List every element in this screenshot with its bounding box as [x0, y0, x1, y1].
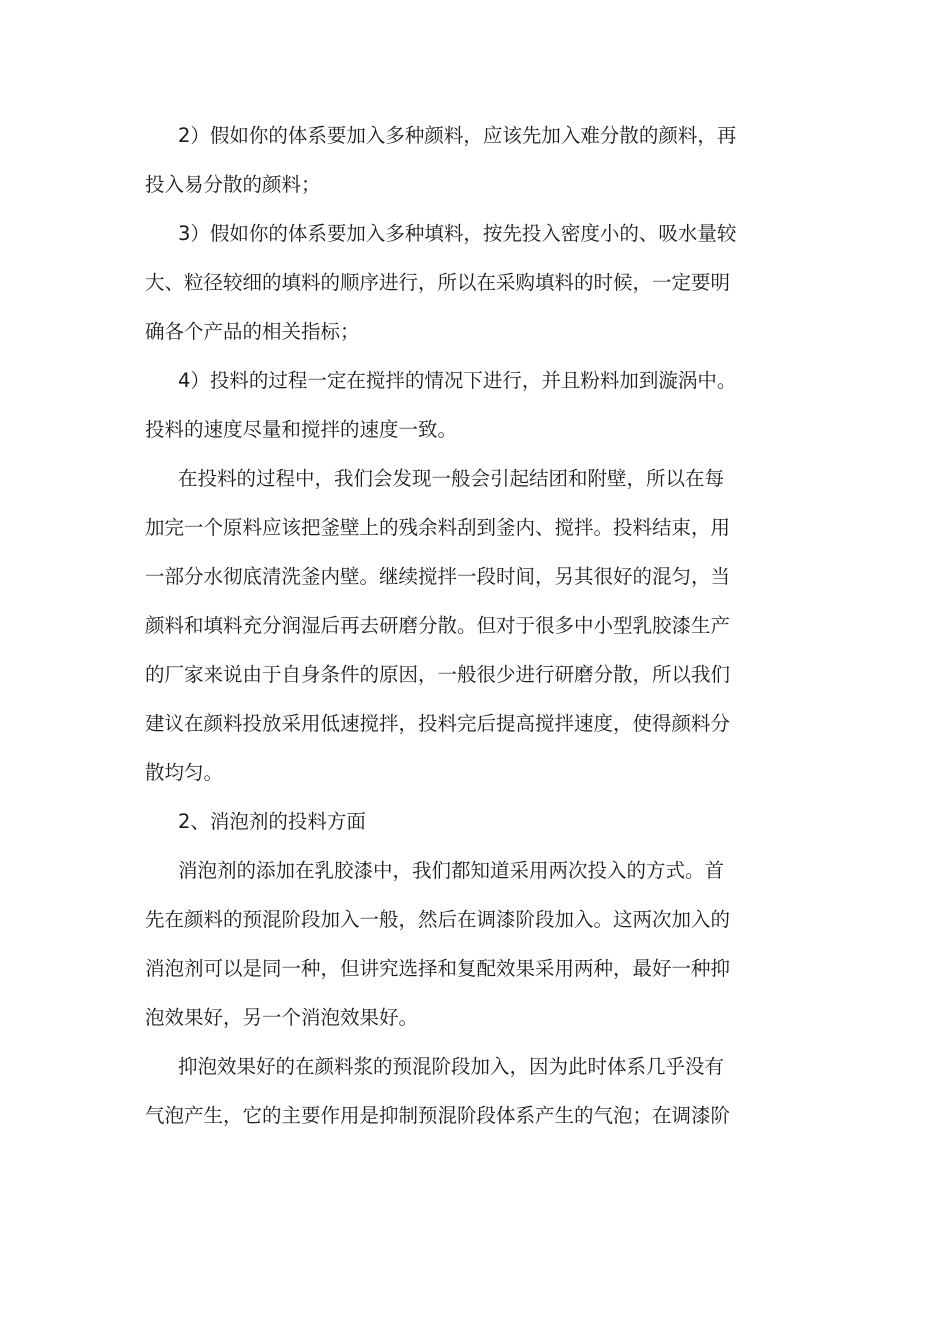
document-body: [145, 111, 807, 1140]
text-line: 消泡剂的添加在乳胶漆中，我们都知道采用两次投入的方式。首: [178, 859, 725, 882]
text-line: 气泡产生，它的主要作用是抑制预混阶段体系产生的气泡；在调漆阶: [145, 1104, 731, 1127]
text-line: 2）假如你的体系要加入多种颜料，应该先加入难分散的颜料，再: [178, 124, 737, 147]
text-line: 泡效果好，另一个消泡效果好。: [145, 1006, 419, 1029]
text-line: 先在颜料的预混阶段加入一般，然后在调漆阶段加入。这两次加入的: [145, 908, 731, 931]
text-line: 散均匀。: [145, 761, 224, 784]
text-line: 建议在颜料投放采用低速搅拌，投料完后提高搅拌速度，使得颜料分: [145, 712, 731, 735]
text-line: 一部分水彻底清洗釜内壁。继续搅拌一段时间，另其很好的混匀，当: [145, 565, 731, 588]
text-line: 大、粒径较细的填料的顺序进行，所以在采购填料的时候，一定要明: [145, 271, 731, 294]
text-line: 3）假如你的体系要加入多种填料，按先投入密度小的、吸水量较: [178, 222, 737, 245]
text-line: 颜料和填料充分润湿后再去研磨分散。但对于很多中小型乳胶漆生产: [145, 614, 731, 637]
text-line: 消泡剂可以是同一种，但讲究选择和复配效果采用两种，最好一种抑: [145, 957, 731, 980]
text-line: 4）投料的过程一定在搅拌的情况下进行，并且粉料加到漩涡中。: [178, 369, 737, 392]
text-line: 2、消泡剂的投料方面: [178, 810, 366, 833]
text-line: 确各个产品的相关指标；: [145, 320, 360, 343]
text-line: 投入易分散的颜料；: [145, 173, 321, 196]
text-line: 投料的速度尽量和搅拌的速度一致。: [145, 418, 458, 441]
text-line: 在投料的过程中，我们会发现一般会引起结团和附壁，所以在每: [178, 467, 725, 490]
text-line: 抑泡效果好的在颜料浆的预混阶段加入，因为此时体系几乎没有: [178, 1055, 725, 1078]
text-line: 加完一个原料应该把釜壁上的残余料刮到釜内、搅拌。投料结束，用: [145, 516, 731, 539]
text-line: 的厂家来说由于自身条件的原因，一般很少进行研磨分散，所以我们: [145, 663, 731, 686]
